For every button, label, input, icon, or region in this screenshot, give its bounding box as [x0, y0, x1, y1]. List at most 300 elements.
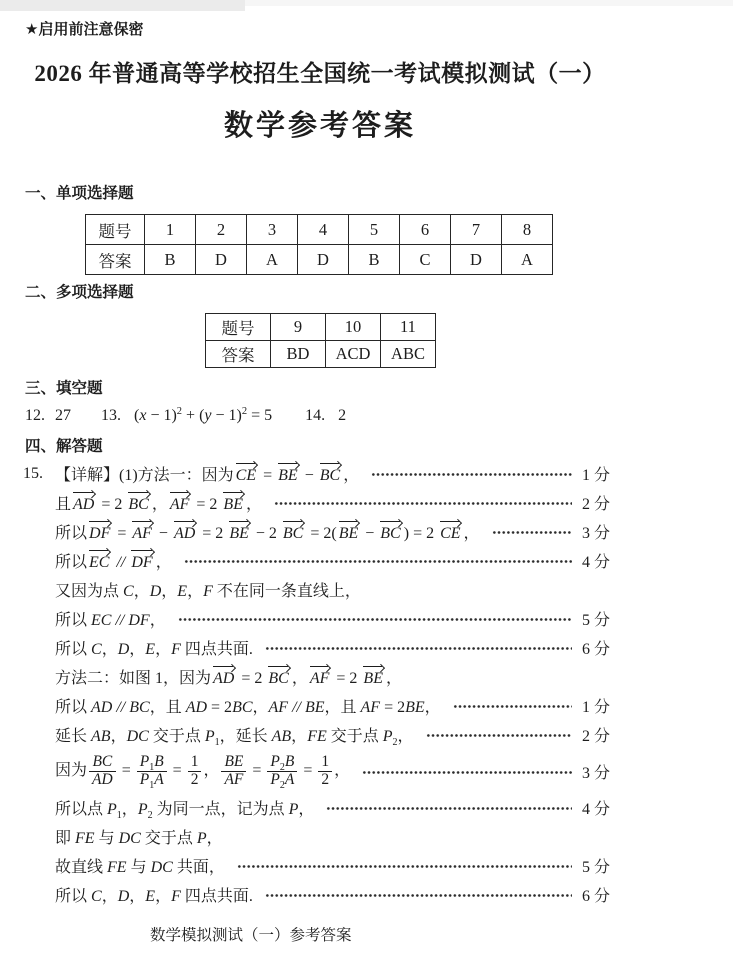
vector-term: [170, 496, 190, 514]
fraction: [267, 752, 297, 791]
vector-term: [223, 496, 243, 514]
dots-leader: [492, 528, 572, 537]
subscript: 2: [279, 779, 285, 791]
solution-text: [55, 578, 361, 601]
question-number-cell: 6: [400, 215, 451, 245]
math-text: = 2: [237, 670, 267, 687]
math-text: = 2: [97, 496, 127, 513]
fraction: [318, 754, 332, 788]
score-label: 3 分: [581, 525, 610, 542]
subscript: 1: [149, 761, 155, 773]
solution-line: [25, 546, 610, 575]
vector-term: [278, 467, 298, 485]
math-text: 2: [190, 770, 199, 788]
math-text: ，: [343, 467, 360, 484]
math-text: ，: [291, 670, 308, 687]
fraction: [221, 754, 246, 788]
math-var: BE: [405, 699, 425, 716]
vector-term: [380, 525, 400, 543]
vector-term: [363, 670, 383, 688]
question-number-cell: 5: [349, 215, 400, 245]
superscript: 2: [176, 406, 183, 417]
math-var: AD: [173, 525, 196, 542]
math-var: AF: [360, 699, 381, 716]
dots-leader: [184, 557, 572, 566]
vector-term: [440, 525, 460, 543]
multi-choice-answer-table: [205, 313, 436, 368]
math-text: 所以: [55, 525, 88, 542]
solution-text: [55, 665, 402, 688]
answer-cell: A: [247, 245, 298, 275]
math-var: E: [177, 583, 188, 600]
fraction: [89, 754, 116, 788]
math-text: = 2: [198, 525, 228, 542]
math-text: −: [361, 525, 379, 542]
vector-term: [89, 525, 110, 543]
vector-term: [73, 496, 94, 514]
math-var: FE: [307, 728, 327, 745]
subscript: 2: [392, 737, 398, 748]
vector-arrow-icon: [236, 463, 255, 464]
section-heading-multi-choice: 二、多项选择题: [25, 284, 134, 301]
math-var: F: [171, 888, 181, 905]
math-text: ，: [149, 612, 166, 629]
math-var: D: [149, 583, 162, 600]
math-var: D: [117, 641, 130, 658]
math-var-subscripted: $P_2$: [270, 752, 285, 773]
section-heading-single-choice: 一、单项选择题: [25, 185, 134, 202]
math-var: F: [171, 641, 181, 658]
vector-arrow-icon: [131, 550, 151, 551]
score-label: 4 分: [581, 801, 610, 818]
fill-blank-answer: [338, 407, 346, 425]
math-var: AD: [213, 670, 235, 687]
score-label: 3 分: [581, 764, 610, 782]
doc-subtitle: 数学参考答案: [223, 110, 416, 142]
math-text: 1: [321, 752, 330, 770]
math-text: 交于点: [326, 728, 383, 745]
dots-leader: [426, 731, 572, 740]
math-text: = 2: [380, 699, 406, 716]
score-label: 1 分: [581, 467, 610, 484]
math-text: = 2: [207, 699, 233, 716]
math-var-subscripted: $P_1$: [204, 728, 220, 748]
dots-leader: [237, 862, 572, 871]
scan-artifact: [0, 0, 245, 11]
dots-leader: [362, 768, 572, 777]
math-text: 所以: [55, 641, 92, 658]
superscript: 2: [241, 406, 248, 417]
vector-arrow-icon: [310, 666, 329, 667]
math-var-subscripted: $P_1$: [139, 752, 155, 773]
solution-block: [25, 459, 610, 909]
math-text: ，: [129, 888, 146, 905]
math-text: ，: [155, 641, 172, 658]
answer-cell: ACD: [326, 341, 381, 368]
math-var: EC // DF: [91, 612, 150, 629]
math-var-subscripted: $P_1$: [139, 770, 155, 791]
fraction-denominator: [89, 771, 116, 789]
dots-leader: [265, 644, 572, 653]
solution-text: [55, 825, 223, 848]
math-text: ，: [155, 554, 172, 571]
vector-term: [320, 467, 340, 485]
solution-line: [25, 851, 610, 880]
math-text: 即: [55, 830, 76, 847]
row-label-cell: 答案: [206, 341, 271, 368]
page-footer: 数学模拟测试（一）参考答案: [150, 927, 352, 944]
math-var: AB: [271, 728, 292, 745]
math-text: 因为: [55, 761, 88, 779]
math-var: AB: [91, 728, 111, 745]
math-text: 27: [55, 407, 71, 424]
vector-term: [174, 525, 195, 543]
math-text: 交于点: [140, 830, 197, 847]
vector-arrow-icon: [223, 492, 242, 493]
question-number-cell: 10: [326, 314, 381, 341]
solution-line: [25, 720, 610, 749]
math-text: 不在同一条直线上，: [212, 583, 361, 600]
math-text: = 2: [192, 496, 222, 513]
math-text: 故直线: [55, 859, 108, 876]
vector-arrow-icon: [132, 521, 151, 522]
math-var: EC: [89, 554, 110, 571]
math-var: P: [288, 801, 299, 818]
answer-cell: ABC: [381, 341, 436, 368]
math-text: ，: [121, 801, 138, 818]
fraction-numerator: [89, 754, 115, 771]
math-text: ，: [129, 641, 146, 658]
math-text: ，: [334, 761, 351, 779]
fraction-denominator: [188, 771, 202, 789]
math-text: = 2(: [306, 525, 337, 542]
fraction: [137, 752, 167, 791]
math-var-subscripted: $P_2$: [137, 801, 153, 821]
math-text: 所以点: [55, 801, 108, 818]
table-row: [86, 245, 553, 275]
solution-text: [55, 854, 225, 877]
math-var: AF: [132, 525, 152, 542]
math-var: CE: [235, 467, 257, 484]
math-text: ，: [187, 583, 204, 600]
math-var: BC: [232, 699, 253, 716]
math-text: ，: [133, 583, 150, 600]
solution-text: [55, 462, 359, 485]
question-number-cell: 2: [196, 215, 247, 245]
math-text: ，: [291, 728, 308, 745]
math-text: =: [299, 761, 317, 779]
math-text: ，: [161, 583, 178, 600]
math-text: 2: [321, 770, 330, 788]
question-number-cell: 8: [502, 215, 553, 245]
score-label: 6 分: [581, 641, 610, 658]
math-var: BE: [338, 525, 359, 542]
question-number-cell: 7: [451, 215, 502, 245]
math-text: ，: [424, 699, 441, 716]
fraction-numerator: [318, 754, 332, 771]
math-var: x: [139, 407, 147, 424]
math-var: DF: [89, 525, 111, 542]
math-var: BE: [223, 496, 243, 513]
solution-line: [25, 691, 610, 720]
vector-arrow-icon: [128, 492, 147, 493]
answer-cell: D: [196, 245, 247, 275]
math-text: ) = 2: [403, 525, 439, 542]
math-var: BE: [229, 525, 249, 542]
math-text: =: [168, 761, 186, 779]
dots-leader: [371, 470, 572, 479]
math-text: 2: [338, 407, 347, 424]
math-var: AD: [73, 496, 95, 513]
math-var: BC: [92, 752, 113, 770]
math-var: BC: [282, 525, 304, 542]
solution-line: [25, 459, 610, 488]
math-var: BC: [268, 670, 289, 687]
math-text: (: [134, 407, 140, 424]
math-var: BC: [319, 467, 341, 484]
math-var: AF: [169, 496, 190, 513]
math-var: DF: [131, 554, 153, 571]
score-label: 5 分: [581, 859, 610, 876]
solution-line: [25, 662, 610, 691]
vector-arrow-icon: [283, 521, 302, 522]
solution-line: [25, 517, 610, 546]
math-text: 延长: [55, 728, 92, 745]
solution-line: [25, 822, 610, 851]
vector-term: [268, 670, 288, 688]
math-text: ，: [101, 641, 118, 658]
solution-line: [25, 575, 610, 604]
math-text: ，: [101, 888, 118, 905]
question-number-cell: 11: [381, 314, 436, 341]
solution-line: [25, 488, 610, 517]
vector-arrow-icon: [363, 666, 382, 667]
math-var: C: [91, 641, 102, 658]
math-text: =: [113, 525, 131, 542]
math-var: FE: [107, 859, 127, 876]
vector-term: [236, 467, 256, 485]
vector-term: [339, 525, 359, 543]
math-text: −: [154, 525, 172, 542]
subscript: 2: [279, 761, 285, 773]
math-text: ，: [151, 496, 168, 513]
solution-line: [25, 793, 610, 822]
vector-arrow-icon: [380, 521, 399, 522]
vector-term: [310, 670, 330, 688]
vector-term: [213, 670, 234, 688]
math-text: 1: [190, 752, 199, 770]
math-var: B: [284, 752, 295, 770]
dots-leader: [326, 804, 572, 813]
math-var: E: [145, 641, 156, 658]
math-text: 【详解】(1)方法一：因为: [55, 467, 234, 484]
math-text: = 5: [247, 407, 273, 424]
math-text: ，且: [324, 699, 361, 716]
single-choice-answer-table: [85, 214, 553, 275]
row-label-cell: 题号: [86, 215, 145, 245]
math-text: ，: [203, 761, 220, 779]
math-text: 与: [94, 830, 119, 847]
fill-blank-answer: [55, 407, 71, 425]
math-text: 方法二：如图 1，因为: [55, 670, 212, 687]
question-number-cell: 9: [271, 314, 326, 341]
solution-text: [55, 796, 314, 819]
fraction-denominator: [318, 771, 332, 789]
math-text: − 1): [146, 407, 177, 424]
math-var: BE: [224, 752, 244, 770]
math-text: + (: [182, 407, 205, 424]
math-text: ，延长: [219, 728, 272, 745]
math-var: B: [154, 752, 164, 770]
math-text: ，且: [149, 699, 186, 716]
subscript: 1: [214, 737, 220, 748]
math-text: 四点共面.: [180, 888, 253, 905]
math-var: AD: [185, 699, 208, 716]
math-var-subscripted: $P_2$: [382, 728, 398, 748]
math-var: //: [112, 554, 130, 571]
score-label: 1 分: [581, 699, 610, 716]
confidential-notice: ★启用前注意保密: [25, 21, 144, 38]
math-var: DC: [150, 859, 173, 876]
math-text: 所以: [55, 612, 92, 629]
vector-term: [132, 525, 152, 543]
math-text: ，: [298, 801, 315, 818]
fraction: [188, 754, 202, 788]
math-var: BC: [128, 496, 149, 513]
math-var: BE: [278, 467, 298, 484]
math-text: 所以: [55, 888, 92, 905]
math-text: − 2: [251, 525, 281, 542]
math-var: AF // BE: [268, 699, 325, 716]
math-text: ，: [245, 496, 262, 513]
vector-term: [229, 525, 249, 543]
dots-leader: [265, 891, 572, 900]
solution-text: [55, 520, 480, 543]
math-text: ，: [385, 670, 402, 687]
math-var: AD: [92, 770, 113, 788]
math-var-subscripted: $P_1$: [107, 801, 122, 821]
question-number-cell: 3: [247, 215, 298, 245]
math-var: AF: [309, 670, 330, 687]
math-text: −: [300, 467, 318, 484]
math-var: DC: [118, 830, 141, 847]
math-text: ，: [397, 728, 414, 745]
vector-arrow-icon: [440, 521, 459, 522]
fraction-denominator: [137, 771, 167, 789]
solution-line: [25, 604, 610, 633]
score-label: 4 分: [581, 554, 610, 571]
math-text: 共面，: [172, 859, 225, 876]
solution-text: [55, 883, 253, 906]
vector-term: [89, 554, 109, 572]
subscript: 1: [116, 810, 122, 821]
math-var: y: [204, 407, 212, 424]
math-text: = 2: [332, 670, 362, 687]
vector-arrow-icon: [268, 666, 287, 667]
score-label: 5 分: [581, 612, 610, 629]
math-text: 与: [126, 859, 151, 876]
vector-arrow-icon: [339, 521, 358, 522]
math-var: AD // BC: [91, 699, 150, 716]
math-text: 且: [55, 496, 72, 513]
fill-blank-answers: [25, 407, 733, 427]
scan-artifact: [245, 0, 733, 6]
vector-arrow-icon: [73, 492, 93, 493]
solution-line: [25, 749, 610, 793]
vector-term: [128, 496, 148, 514]
fraction-numerator: [137, 754, 167, 771]
vector-term: [131, 554, 152, 572]
table-row: [206, 341, 436, 368]
math-text: ，: [252, 699, 269, 716]
dots-leader: [453, 702, 572, 711]
doc-title: 2026 年普通高等学校招生全国统一考试模拟测试（一）: [34, 61, 606, 86]
math-var: E: [145, 888, 156, 905]
math-text: 为同一点，记为点: [152, 801, 289, 818]
dots-leader: [274, 499, 572, 508]
math-var: C: [123, 583, 134, 600]
question-number: 13.: [101, 407, 121, 424]
solution-line: [25, 633, 610, 662]
math-var: DC: [126, 728, 149, 745]
math-text: =: [248, 761, 266, 779]
answer-cell: C: [400, 245, 451, 275]
math-text: =: [259, 467, 277, 484]
solution-text: [55, 636, 253, 659]
solution-text: [55, 752, 351, 791]
math-text: − 1): [211, 407, 242, 424]
math-text: 四点共面.: [180, 641, 253, 658]
score-label: 6 分: [581, 888, 610, 905]
solution-text: [55, 607, 166, 630]
answer-cell: A: [502, 245, 553, 275]
math-text: 交于点: [148, 728, 205, 745]
math-text: 所以: [55, 554, 88, 571]
question-number: 14.: [305, 407, 326, 424]
section-heading-fill-blank: 三、填空题: [25, 380, 103, 397]
math-var: A: [284, 770, 295, 788]
math-text: 所以: [55, 699, 92, 716]
solution-text: [55, 491, 262, 514]
subscript: 2: [147, 810, 153, 821]
score-label: 2 分: [581, 496, 610, 513]
vector-arrow-icon: [213, 666, 233, 667]
fraction-numerator: [188, 754, 202, 771]
math-text: ，: [463, 525, 480, 542]
fraction-denominator: [221, 771, 246, 789]
solution-text: [55, 723, 414, 746]
math-var: AF: [224, 770, 244, 788]
solution-text: [55, 549, 172, 572]
vector-arrow-icon: [320, 463, 339, 464]
vector-arrow-icon: [170, 492, 189, 493]
math-var: D: [117, 888, 130, 905]
row-label-cell: 题号: [206, 314, 271, 341]
table-row: [86, 215, 553, 245]
question-number-cell: 4: [298, 215, 349, 245]
question-number: 12.: [25, 407, 45, 424]
math-var: F: [203, 583, 213, 600]
score-label: 2 分: [581, 728, 610, 745]
fraction-numerator: [267, 754, 297, 771]
math-var: P: [196, 830, 207, 847]
answer-cell: D: [298, 245, 349, 275]
vector-term: [283, 525, 303, 543]
solution-text: [55, 694, 441, 717]
section-heading-solutions: 四、解答题: [25, 438, 103, 455]
vector-arrow-icon: [278, 463, 297, 464]
answer-cell: D: [451, 245, 502, 275]
